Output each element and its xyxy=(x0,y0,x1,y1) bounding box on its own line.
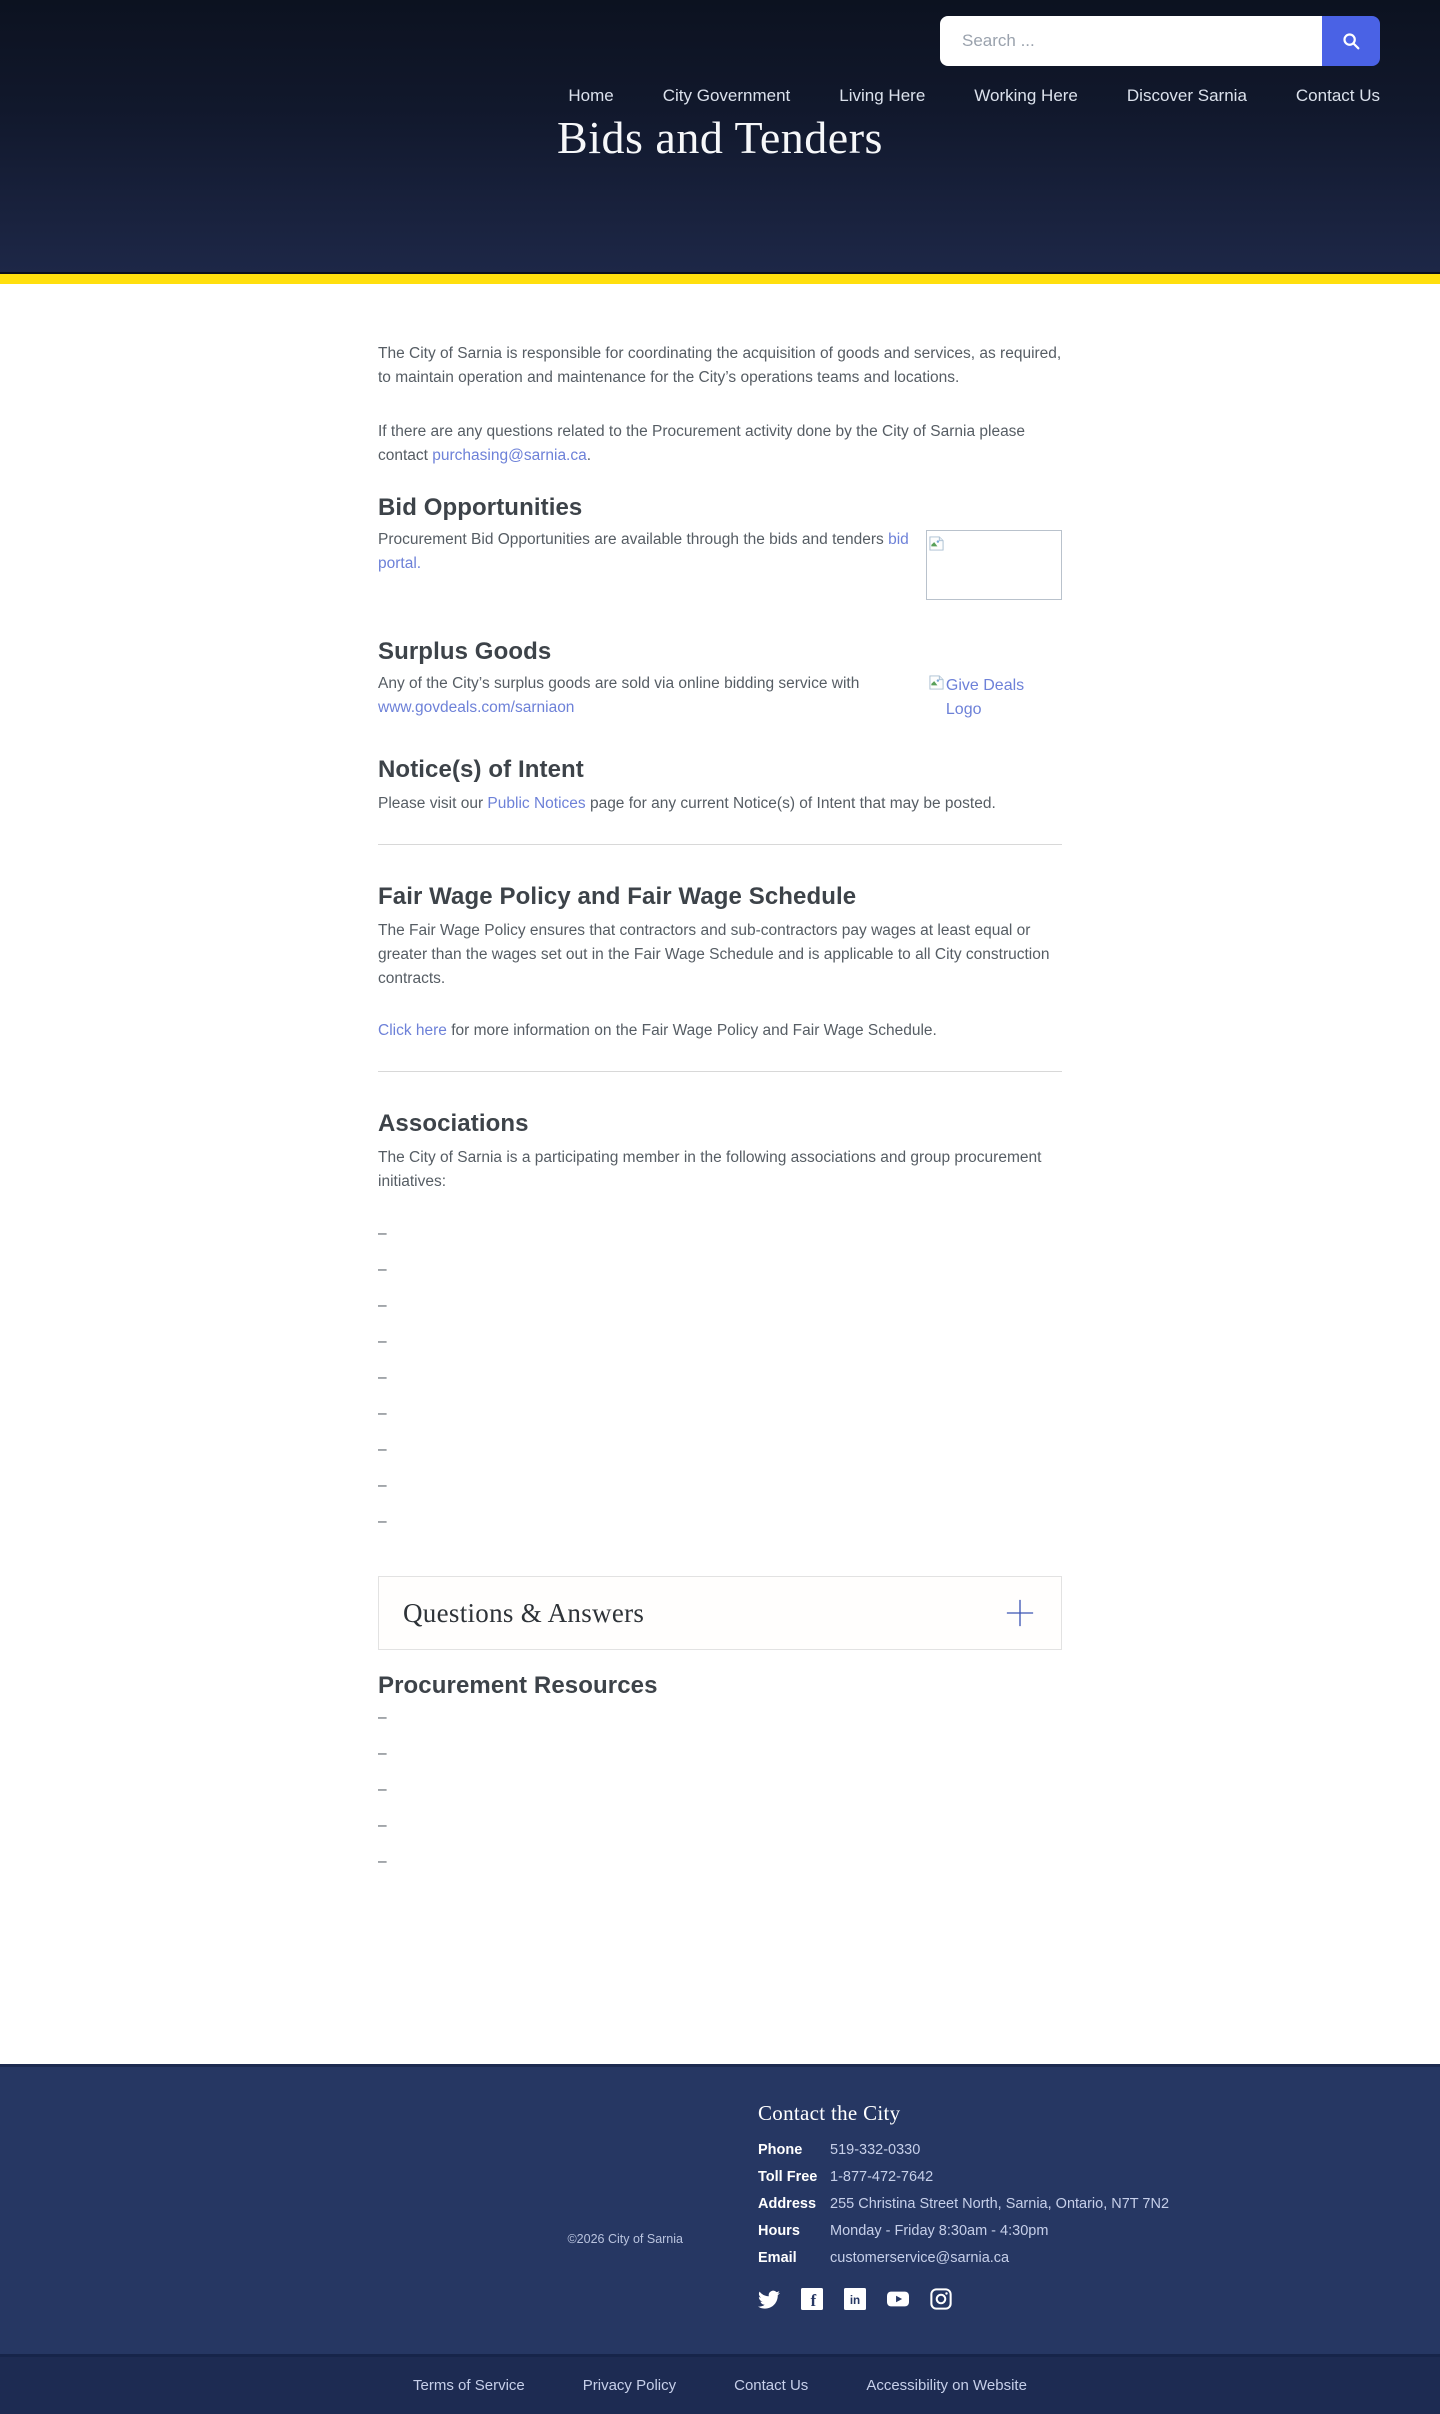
list-item xyxy=(378,1706,1062,1730)
contact-row-hours xyxy=(758,2218,1440,2245)
bid-portal-link[interactable]: bid portal. xyxy=(378,531,909,572)
facebook-icon[interactable] xyxy=(801,2288,823,2310)
fair-wage-text: The Fair Wage Policy ensures that contractors and sub-contractors pay wages at least equal or greater than the wages set out in the Fair Wage Schedule and is applicable to all City construction contracts. xyxy=(378,922,1050,987)
list-item xyxy=(378,1258,1062,1282)
contact-value: 519-332-0330 xyxy=(830,2142,921,2158)
contact-value: Monday - Friday 8:30am - 4:30pm xyxy=(830,2223,1049,2239)
bottom-link-accessibility-on-website[interactable]: Accessibility on Website xyxy=(866,2376,1027,2394)
footer-copyright-area xyxy=(0,2067,720,2354)
dash-bullet xyxy=(378,1438,410,1462)
list-item xyxy=(378,1850,1062,1874)
contact-row-address xyxy=(758,2191,1440,2218)
twitter-icon[interactable] xyxy=(758,2288,780,2310)
dash-bullet xyxy=(378,1366,410,1390)
list-item xyxy=(378,1330,1062,1354)
dash-bullet xyxy=(378,1474,410,1498)
contact-rows xyxy=(758,2137,1440,2272)
contact-value: 1-877-472-7642 xyxy=(830,2169,934,2185)
dash-bullet xyxy=(378,1402,410,1426)
search-input[interactable] xyxy=(940,16,1322,66)
broken-image-icon xyxy=(929,674,944,689)
bottom-link-contact-us[interactable]: Contact Us xyxy=(734,2376,809,2394)
main-navigation xyxy=(568,84,1380,108)
nav-item-contact-us[interactable]: Contact Us xyxy=(1295,86,1380,105)
site-footer xyxy=(0,2064,1440,2354)
list-item xyxy=(378,1778,1062,1802)
dash-bullet xyxy=(378,1258,410,1282)
contact-label: Toll Free xyxy=(758,2169,818,2185)
contact-label: Email xyxy=(758,2250,797,2266)
questions-answers-accordion[interactable] xyxy=(378,1576,1062,1650)
list-item xyxy=(378,1814,1062,1838)
nav-item-working-here[interactable]: Working Here xyxy=(974,86,1078,105)
list-item xyxy=(378,1510,1062,1534)
social-icons-row xyxy=(758,2288,1440,2310)
dash-bullet xyxy=(378,1510,410,1534)
list-item xyxy=(378,1438,1062,1462)
contact-label: Address xyxy=(758,2196,817,2212)
contact-value: 255 Christina Street North, Sarnia, Ontario, N7T 7N2 xyxy=(830,2196,1170,2212)
instagram-icon[interactable] xyxy=(930,2288,952,2310)
list-item xyxy=(378,1742,1062,1766)
govdeals-link[interactable]: www.govdeals.com/sarniaon xyxy=(378,699,575,716)
svg-text:f: f xyxy=(810,2290,817,2310)
contact-row-email xyxy=(758,2245,1440,2272)
list-item xyxy=(378,1366,1062,1390)
nav-item-discover-sarnia[interactable]: Discover Sarnia xyxy=(1126,86,1247,105)
footer-contact-area xyxy=(720,2067,1440,2354)
notices-heading: Notice(s) of Intent xyxy=(378,756,584,783)
dash-bullet xyxy=(378,1294,410,1318)
associations-list xyxy=(378,1222,1062,1534)
magnifier-icon xyxy=(1340,30,1362,52)
list-item xyxy=(378,1294,1062,1318)
page-title: Bids and Tenders xyxy=(557,112,883,163)
contact-value: customerservice@sarnia.ca xyxy=(830,2250,1010,2266)
give-deals-logo-broken-image[interactable]: Give Deals Logo xyxy=(929,674,1062,722)
dash-bullet xyxy=(378,1706,410,1730)
search-group xyxy=(940,16,1380,66)
associations-intro: The City of Sarnia is a participating member in the following associations and group procurement initiatives: xyxy=(378,1149,1042,1190)
contact-label: Phone xyxy=(758,2142,803,2158)
fair-wage-click-here-link[interactable]: Click here xyxy=(378,1022,447,1039)
dash-bullet xyxy=(378,1814,410,1838)
dash-bullet xyxy=(378,1330,410,1354)
procurement-resources-list xyxy=(378,1706,1062,1874)
fair-wage-link-text: Click here for more information on the Fair Wage Policy and Fair Wage Schedule. xyxy=(378,1022,937,1039)
bid-opportunities-heading: Bid Opportunities xyxy=(378,494,583,521)
nav-item-living-here[interactable]: Living Here xyxy=(839,86,926,105)
bottom-link-bar xyxy=(0,2354,1440,2414)
surplus-goods-heading: Surplus Goods xyxy=(378,638,552,665)
list-item xyxy=(378,1474,1062,1498)
dash-bullet xyxy=(378,1222,410,1246)
accordion-label: Questions & Answers xyxy=(403,1598,645,1628)
purchasing-email-link[interactable]: purchasing@sarnia.ca xyxy=(432,447,587,464)
intro-paragraph: The City of Sarnia is responsible for coordinating the acquisition of goods and services, as required, to maintain operation and maintenance for the City’s operations teams and locations. xyxy=(378,345,1062,386)
copyright-text: ©2026 City of Sarnia xyxy=(567,2232,683,2246)
bottom-link-terms-of-service[interactable]: Terms of Service xyxy=(413,2376,525,2394)
accent-bar xyxy=(0,272,1440,284)
section-divider xyxy=(378,844,1062,845)
fair-wage-heading: Fair Wage Policy and Fair Wage Schedule xyxy=(378,883,857,910)
associations-heading: Associations xyxy=(378,1110,529,1137)
contact-paragraph: If there are any questions related to the Procurement activity done by the City of Sarnia please contact purchasing@sarnia.ca. xyxy=(378,423,1026,464)
dash-bullet xyxy=(378,1778,410,1802)
public-notices-link[interactable]: Public Notices xyxy=(487,795,586,812)
youtube-icon[interactable] xyxy=(887,2288,909,2310)
header xyxy=(0,0,1440,272)
svg-text:in: in xyxy=(849,2293,861,2307)
main-content xyxy=(0,284,1440,2064)
list-item xyxy=(378,1222,1062,1246)
dash-bullet xyxy=(378,1742,410,1766)
procurement-resources-heading: Procurement Resources xyxy=(378,1672,658,1699)
linkedin-icon[interactable] xyxy=(844,2288,866,2310)
surplus-goods-text: Any of the City’s surplus goods are sold via online bidding service with www.govdeals.com/sarniaon xyxy=(378,675,860,716)
contact-heading: Contact the City xyxy=(758,2101,901,2125)
dash-bullet xyxy=(378,1850,410,1874)
nav-item-home[interactable]: Home xyxy=(568,86,614,105)
list-item xyxy=(378,1402,1062,1426)
section-divider xyxy=(378,1071,1062,1072)
bid-portal-broken-image xyxy=(926,530,1062,600)
nav-item-city-government[interactable]: City Government xyxy=(662,86,791,105)
bid-opportunities-text: Procurement Bid Opportunities are available through the bids and tenders bid portal. xyxy=(378,531,909,572)
contact-row-phone xyxy=(758,2137,1440,2164)
plus-icon[interactable] xyxy=(1005,1598,1035,1628)
contact-row-toll-free xyxy=(758,2164,1440,2191)
broken-image-icon xyxy=(929,535,944,550)
notices-text: Please visit our Public Notices page for any current Notice(s) of Intent that may be posted. xyxy=(378,795,996,812)
search-button[interactable] xyxy=(1322,16,1380,66)
contact-label: Hours xyxy=(758,2223,800,2239)
bottom-link-privacy-policy[interactable]: Privacy Policy xyxy=(582,2376,677,2394)
